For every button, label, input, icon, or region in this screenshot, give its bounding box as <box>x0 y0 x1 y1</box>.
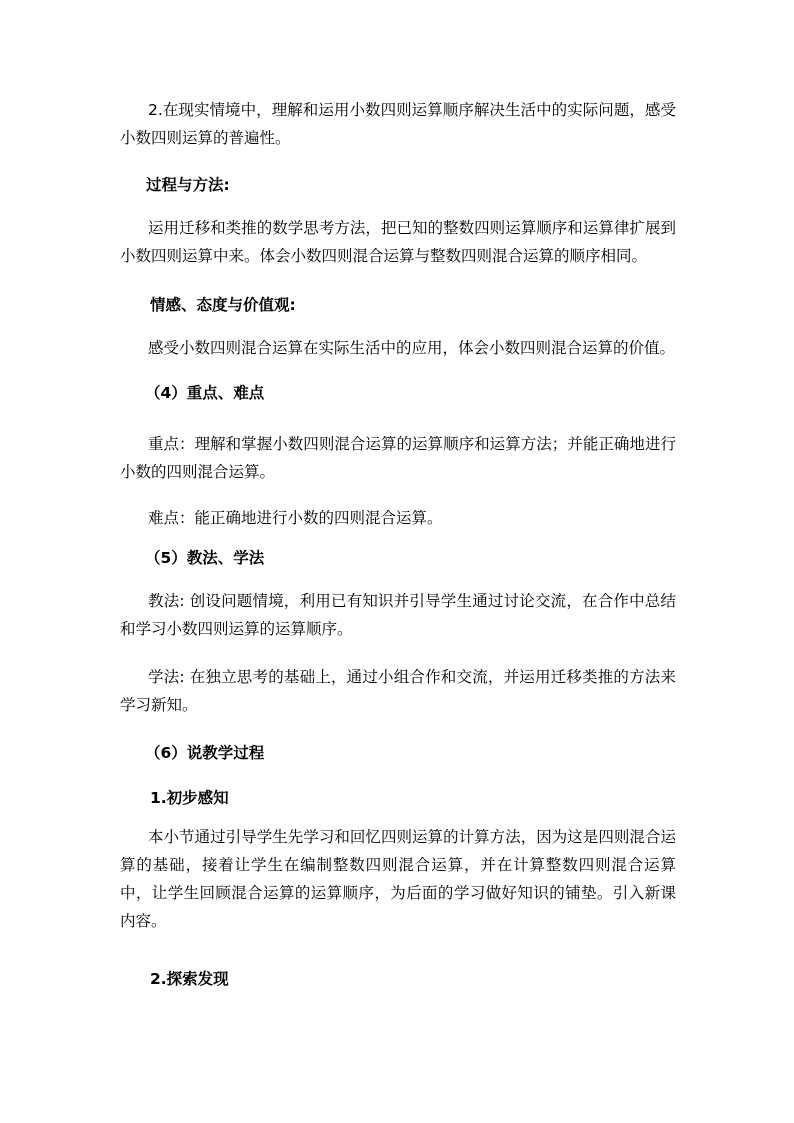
process-method-paragraph: 运用迁移和类推的数学思考方法，把已知的整数四则运算顺序和运算律扩展到小数四则运算中来。体会小数四则混合运算与整数四则混合运算的顺序相同。 <box>120 219 676 265</box>
emotion-attitude-heading: 情感、态度与价值观: <box>150 296 296 314</box>
objective-paragraph: 2.在现实情境中，理解和运用小数四则运算顺序解决生活中的实际问题，感受小数四则运算的普遍性。 <box>120 101 676 147</box>
learning-method-paragraph: 学法: 在独立思考的基础上，通过小组合作和交流，并运用迁移类推的方法来学习新知。 <box>120 668 676 714</box>
step2-heading: 2.探索发现 <box>150 970 229 988</box>
key-point-paragraph: 重点：理解和掌握小数四则混合运算的运算顺序和运算方法；并能正确地进行小数的四则混合运算。 <box>120 435 676 481</box>
teaching-process-heading: （6）说教学过程 <box>145 744 265 762</box>
emotion-attitude-paragraph: 感受小数四则混合运算在实际生活中的应用，体会小数四则混合运算的价值。 <box>148 339 676 357</box>
teaching-method-paragraph: 教法: 创设问题情境，利用已有知识并引导学生通过讨论交流，在合作中总结和学习小数四则运算的运算顺序。 <box>120 592 676 638</box>
step1-heading: 1.初步感知 <box>150 789 229 807</box>
step1-paragraph: 本小节通过引导学生先学习和回忆四则运算的计算方法，因为这是四则混合运算的基础，接着让学生在编制整数四则混合运算，并在计算整数四则混合运算中，让学生回顾混合运算的运算顺序，为后面的学习做好知识的铺垫。引入新课内容。 <box>120 828 676 930</box>
key-difficulty-heading: （4）重点、难点 <box>145 384 265 402</box>
process-method-heading: 过程与方法: <box>146 176 230 194</box>
teaching-method-heading: （5）教法、学法 <box>145 549 265 567</box>
difficulty-paragraph: 难点：能正确地进行小数的四则混合运算。 <box>148 509 443 527</box>
